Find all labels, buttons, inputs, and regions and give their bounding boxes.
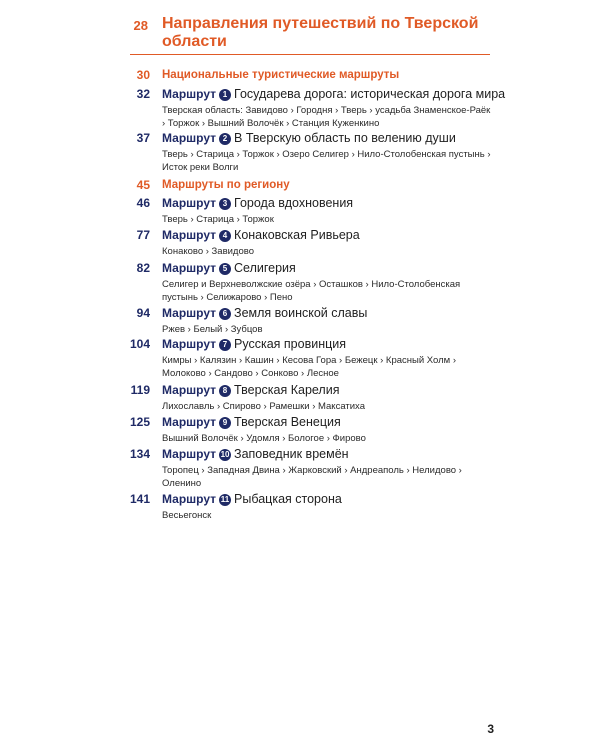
- route-page-number: 134: [129, 447, 150, 461]
- route-page-number: 77: [136, 228, 150, 242]
- route-label: Маршрут: [162, 261, 217, 275]
- header-page-number: 28: [133, 18, 148, 33]
- route-number-badge: 5: [219, 263, 231, 275]
- route-title: Тверская Венеция: [234, 415, 341, 429]
- route-page-number: 32: [136, 87, 150, 101]
- route-title: Государева дорога: историческая дорога мира: [234, 87, 506, 101]
- route-number-badge: 11: [220, 495, 230, 504]
- header-title: Направления путешествий по Тверской области: [162, 15, 479, 50]
- route-stops: Тверь › Старица › Торжок: [162, 214, 274, 225]
- page-folio: 3: [487, 722, 494, 736]
- route-stops: Ржев › Белый › Зубцов: [162, 324, 263, 335]
- route-number-badge: 10: [220, 450, 230, 459]
- route-number-badge: 3: [219, 198, 231, 210]
- route-number-badge: 2: [219, 133, 231, 145]
- route-label: Маршрут: [162, 228, 217, 242]
- route-number-badge: 1: [219, 89, 231, 101]
- route-title: В Тверскую область по велению души: [234, 131, 456, 145]
- route-number-badge: 8: [219, 385, 231, 397]
- route-label: Маршрут: [162, 492, 217, 506]
- section-title: Маршруты по региону: [162, 179, 290, 191]
- route-number-badge: 9: [219, 417, 231, 429]
- header-divider: [130, 54, 490, 55]
- route-stops: Торопец › Западная Двина › Жарковский › Андреаполь › Нелидово › Оленино: [162, 465, 462, 489]
- route-stops: Селигер и Верхневолжские озёра › Осташков › Нило-Столобенская пустынь › Селижарово › Пено: [162, 279, 461, 303]
- route-page-number: 125: [129, 415, 150, 429]
- route-label: Маршрут: [162, 196, 217, 210]
- section-page-number: 30: [136, 68, 150, 82]
- route-page-number: 46: [136, 196, 150, 210]
- route-label: Маршрут: [162, 337, 217, 351]
- route-page-number: 37: [136, 131, 150, 145]
- route-label: Маршрут: [162, 87, 217, 101]
- route-number-badge: 6: [219, 308, 231, 320]
- section-page-number: 45: [136, 178, 150, 192]
- route-stops: Весьегонск: [162, 510, 212, 521]
- route-number-badge: 4: [219, 230, 231, 242]
- route-title: Селигерия: [234, 261, 296, 275]
- route-label: Маршрут: [162, 415, 217, 429]
- route-number-badge: 7: [219, 339, 231, 351]
- route-stops: Вышний Волочёк › Удомля › Бологое › Фирово: [162, 433, 366, 444]
- route-stops: Лихославль › Спирово › Рамешки › Максатиха: [162, 401, 365, 412]
- route-stops: Кимры › Калязин › Кашин › Кесова Гора › Бежецк › Красный Холм › Молоково › Сандово › Сонково › Лесное: [162, 355, 456, 379]
- route-title: Рыбацкая сторона: [234, 492, 342, 506]
- route-label: Маршрут: [162, 131, 217, 145]
- route-title: Заповедник времён: [234, 447, 349, 461]
- route-title: Тверская Карелия: [234, 383, 340, 397]
- route-page-number: 94: [136, 306, 150, 320]
- route-title: Конаковская Ривьера: [234, 228, 360, 242]
- route-label: Маршрут: [162, 447, 217, 461]
- route-title: Русская провинция: [234, 337, 347, 351]
- route-title: Города вдохновения: [234, 196, 354, 210]
- section-title: Национальные туристические маршруты: [162, 69, 400, 81]
- route-label: Маршрут: [162, 306, 217, 320]
- route-page-number: 82: [136, 261, 150, 275]
- route-stops: Конаково › Завидово: [162, 246, 254, 257]
- route-page-number: 119: [130, 383, 150, 397]
- route-page-number: 104: [129, 337, 150, 351]
- route-title: Земля воинской славы: [234, 306, 368, 320]
- route-stops: Тверская область: Завидово › Городня › Тверь › усадьба Знаменское-Раёк › Торжок › Вышний Волочёк › Станция Куженкино: [162, 105, 491, 129]
- route-label: Маршрут: [162, 383, 217, 397]
- route-stops: Тверь › Старица › Торжок › Озеро Селигер › Нило-Столобенская пустынь › Исток реки Волги: [162, 149, 491, 173]
- route-page-number: 141: [129, 492, 150, 506]
